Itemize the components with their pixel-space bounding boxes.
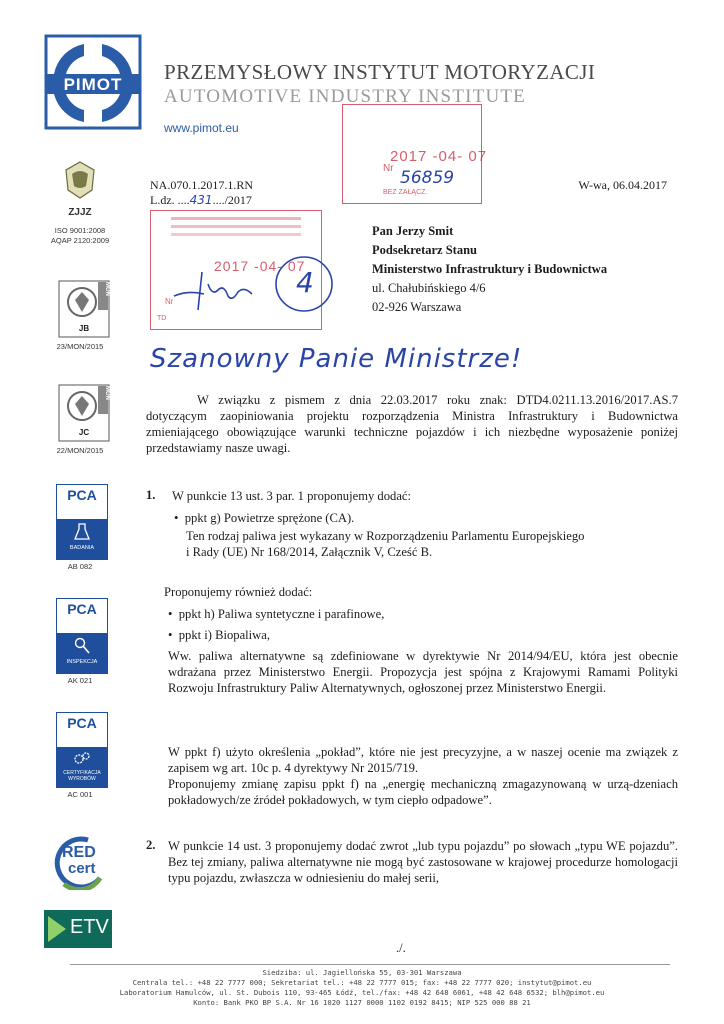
intro-text: W związku z pismem z dnia 22.03.2017 roku znak: DTD4.0211.13.2016/2017.AS.7 dotyczącym zaopiniowania projektu rozporządzenia Ministra Infrastruktury i Budownictwa zmieniającego obowiązujące warunki techniczne pojazdów i ich niezbędne wyposażenie poniżej przedstawiamy nasze uwagi. [146,393,678,455]
pca-certyfikacja-badge [56,712,108,788]
etv-logo [44,910,112,948]
handwritten-circled-number: 4 [296,266,314,299]
pca-badania-badge [56,484,108,560]
website-link[interactable]: www.pimot.eu [164,121,239,135]
footer-account: Konto: Bank PKO BP S.A. Nr 16 1020 1127 0000 1102 0192 8415; NIP 525 000 88 21 [193,998,531,1007]
footer-central: Centrala tel.: +48 22 7777 000; Sekretariat tel.: +48 22 7777 015; fax: +48 22 7777 020; instytut@pimot.eu [132,978,592,987]
registry-stamp-nr: Nr [165,297,174,306]
zjjz-label: ZJJZ [68,207,92,218]
log-number-handwritten: 431 [189,193,213,207]
continuation-mark: ./. [396,941,406,955]
redcert-logo [48,834,112,890]
point-1-bullet-g-text: ppkt g) Powietrze sprężone (CA). [184,511,355,525]
recipient-organization: Ministerstwo Infrastruktury i Budownictwa [372,262,608,276]
pca-inspekcja-badge [56,598,108,674]
bullet-icon: • [168,628,173,642]
point-1-note-1: Ten rodzaj paliwa jest wykazany w Rozporządzeniu Parlamentu Europejskiego [186,529,585,543]
institute-name-en: AUTOMOTIVE INDUSTRY INSTITUTE [164,86,526,107]
pca-inspekcja-title: PCA [67,601,97,617]
pca-certyfikacja-title: PCA [67,715,97,731]
received-stamp-date: 2017 -04- 07 [390,148,488,165]
registry-stamp-td: TD [157,315,167,322]
reference-number: NA.070.1.2017.1.RN [150,178,254,192]
pca-inspekcja-label: INSPEKCJA [66,659,98,665]
recipient-name: Pan Jerzy Smit [372,224,454,238]
point-1-bullet-g [174,510,354,526]
point-1-deck-remark: W ppkt f) użyto określenia „pokład”, które nie jest precyzyjne, a w naszej ocenie ma związek z zapisem wg art. 10c p. 4 dyrektywy Nr 2015/719. [168,745,678,775]
eagle-emblem-icon [62,160,98,200]
received-stamp-nr-label: Nr [383,163,394,174]
logo-text: PIMOT [63,75,123,94]
log-number-prefix: L.dz. .... [150,193,190,207]
log-number-suffix: ..../2017 [212,193,252,207]
log-number [150,193,252,208]
recipient-address [372,222,607,317]
mon-jb-badge [58,280,110,338]
institute-name-pl: PRZEMYSŁOWY INSTYTUT MOTORYZACJI [164,60,596,84]
bullet-icon: • [174,511,179,525]
place-date: W-wa, 06.04.2017 [578,178,667,192]
recipient-street: ul. Chałubińskiego 4/6 [372,281,486,295]
mon-jc-label: JC [78,428,90,437]
bullet-icon: • [168,607,173,621]
pca-badania-title: PCA [67,487,97,503]
aqap-label: AQAP 2120:2009 [50,236,110,245]
point-1-deck-proposal: Proponujemy zmianę zapisu ppkt f) na „energię mechaniczną zmagazynowaną w urzą-dzeniach pokładowych/ze źródeł pokładowych, w tym ciepło odpadowe”. [168,777,678,807]
flask-icon [74,523,90,541]
magnifier-icon [74,637,90,655]
received-stamp-number: 56859 [400,168,455,188]
pimot-logo [44,34,142,130]
recipient-title: Podsekretarz Stanu [372,243,477,257]
point-1-bullet-i-text: ppkt i) Biopaliwa, [178,628,271,642]
point-1-bullet-h-text: ppkt h) Paliwa syntetyczne i parafinowe, [178,607,385,621]
etv-text: ETV [70,916,109,938]
mon-jb-label: JB [78,324,90,333]
mon-jc-badge [58,384,110,442]
mon-jb-code: 23/MON/2015 [56,342,104,351]
mon-jb-mon: MON [104,282,110,296]
pca-badania-code: AB 082 [67,562,93,571]
pca-certyfikacja-code: AC 001 [67,790,93,799]
intro-paragraph [146,392,678,456]
pca-certyfikacja-label: CERTYFIKACJA WYROBÓW [63,770,101,782]
received-stamp-bottom: BEZ ZAŁĄCZ. [383,189,428,196]
point-1-number: 1. [146,488,156,502]
point-1-also: Proponujemy również dodać: [164,585,313,599]
footer-laboratory: Laboratorium Hamulców, ul. St. Dubois 110, 93-465 Łódź, tel./fax: +48 42 648 6061, +48 42 648 6532; blh@pimot.eu [119,988,605,997]
pca-badania-label: BADANIA [69,545,95,551]
point-1-note-2: i Rady (UE) Nr 168/2014, Załącznik V, Cześć B. [186,545,433,559]
mon-jc-mon: MON [104,386,110,400]
mon-jc-code: 22/MON/2015 [56,446,104,455]
point-1-bullet-h [168,606,384,622]
etv-arrow-icon [46,914,68,944]
point-2-text: W punkcie 14 ust. 3 proponujemy dodać zwrot „lub typu pojazdu” po słowach „typu WE pojazdu”. Bez tej zmiany, paliwa alternatywne nie mogą być zastosowane w krajowej procedurze homologacji typu pojazdu, zwłaszcza w odniesieniu do małej serii, [168,839,678,885]
registry-stamp-date: 2017 -04- 07 [214,258,306,274]
point-1-alternative-fuels: Ww. paliwa alternatywne są zdefiniowane w dyrektywie Nr 2014/94/EU, która jest obecnie wdrażana przez Ministerstwo Energii. Propozycja jest spójna z Krajowymi Ramami Polityki Rozwoju Infrastruktury Paliw Alternatywnych, ogłoszonej przez Ministerstwo Energii. [168,649,678,695]
point-1-lead: W punkcie 13 ust. 3 par. 1 proponujemy dodać: [172,489,412,503]
handwritten-salutation: Szanowny Panie Ministrze! [150,344,523,374]
footer-address: Siedziba: ul. Jagiellońska 55, 03-301 Warszawa [262,968,462,977]
iso-label: ISO 9001:2008 [54,226,106,235]
point-2-number: 2. [146,838,156,852]
redcert-text-1: RED [62,844,96,861]
point-1-bullet-i [168,627,270,643]
signature-icon [168,266,258,314]
gears-icon [72,750,92,768]
pca-inspekcja-code: AK 021 [67,676,93,685]
footer-divider [70,964,670,965]
recipient-city: 02-926 Warszawa [372,300,462,314]
zjjz-emblem [62,160,98,200]
redcert-text-2: cert [68,860,96,877]
